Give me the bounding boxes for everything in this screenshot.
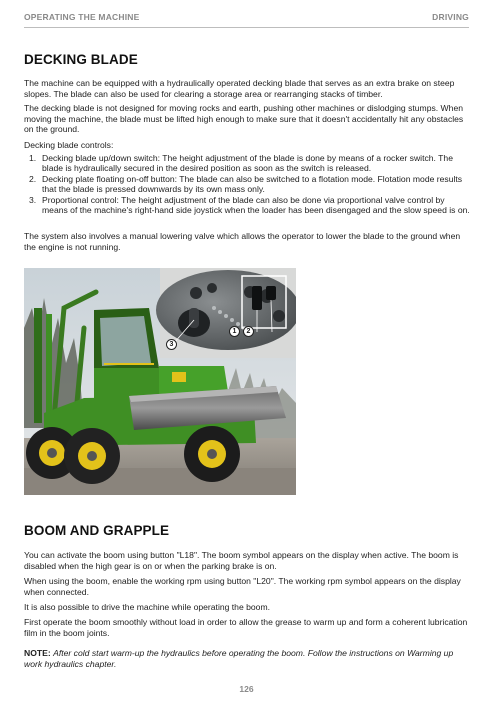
decking-blade-heading: DECKING BLADE bbox=[24, 52, 138, 67]
running-header bbox=[24, 12, 469, 26]
forwarder-decking-blade-photo bbox=[24, 268, 296, 495]
header-divider bbox=[24, 27, 469, 28]
decking-controls-intro: Decking blade controls: bbox=[24, 140, 114, 150]
decking-paragraph-3: The system also involves a manual lowering valve which allows the operator to lower the blade to the ground when the engine is not running. bbox=[24, 231, 461, 252]
list-item-text: Proportional control: The height adjustment of the blade can also be done via proportional valve control by means of the machine's right-hand side joystick when the loader has been disengaged and the slow speed is on. bbox=[42, 195, 470, 216]
boom-paragraph-2: When using the boom, enable the working rpm using button "L20". The working rpm symbol appears on the display when connected. bbox=[24, 576, 461, 597]
list-item-text: Decking plate floating on-off button: The blade can also be switched to a flotation mode. Flotation mode results that the blade is pressed downwards by its own mass only. bbox=[42, 174, 463, 195]
decking-controls-list bbox=[24, 153, 470, 217]
boom-paragraph-4: First operate the boom smoothly without load in order to allow the grease to warm up and form a coherent lubrication film in the boom joints. bbox=[24, 617, 468, 638]
list-item bbox=[24, 195, 470, 215]
list-item-number: 2. bbox=[29, 174, 37, 185]
list-item bbox=[24, 153, 470, 173]
boom-paragraph-3: It is also possible to drive the machine while operating the boom. bbox=[24, 602, 271, 612]
callout-3: 3 bbox=[166, 339, 177, 350]
note-label: NOTE: bbox=[24, 648, 54, 658]
header-chapter-title: DRIVING bbox=[432, 12, 469, 22]
list-item-number: 3. bbox=[29, 195, 37, 206]
note-text: After cold start warm-up the hydraulics before operating the boom. Follow the instructions on Warming up work hydraulics chapter. bbox=[24, 648, 454, 669]
header-section-title: OPERATING THE MACHINE bbox=[24, 12, 140, 22]
page-number: 126 bbox=[239, 684, 254, 694]
boom-paragraph-1: You can activate the boom using button "L18". The boom symbol appears on the display when active. The boom is disabled when the high gear is on or when the parking brake is on. bbox=[24, 550, 459, 571]
list-item-number: 1. bbox=[29, 153, 37, 163]
callout-1: 1 bbox=[229, 326, 240, 337]
boom-note bbox=[24, 648, 470, 669]
boom-grapple-heading: BOOM AND GRAPPLE bbox=[24, 523, 170, 538]
decking-paragraph-2: The decking blade is not designed for moving rocks and earth, pushing other machines or dislodging stumps. When moving the machine, the blade must be lifted high enough to make sure that it doesn't accidentally hit any obstacles on the ground. bbox=[24, 103, 464, 135]
list-item bbox=[24, 174, 470, 194]
decking-paragraph-1: The machine can be equipped with a hydraulically operated decking blade that serves as an extra brake on steep slopes. The blade can also be used for clearing a storage area or rearranging stacks of timber. bbox=[24, 78, 455, 99]
callout-2: 2 bbox=[243, 326, 254, 337]
list-item-text: Decking blade up/down switch: The height adjustment of the blade is done by means of a rocker switch. The blade is hydraulically secured in the desired position as soon as the switch is released. bbox=[42, 153, 453, 174]
